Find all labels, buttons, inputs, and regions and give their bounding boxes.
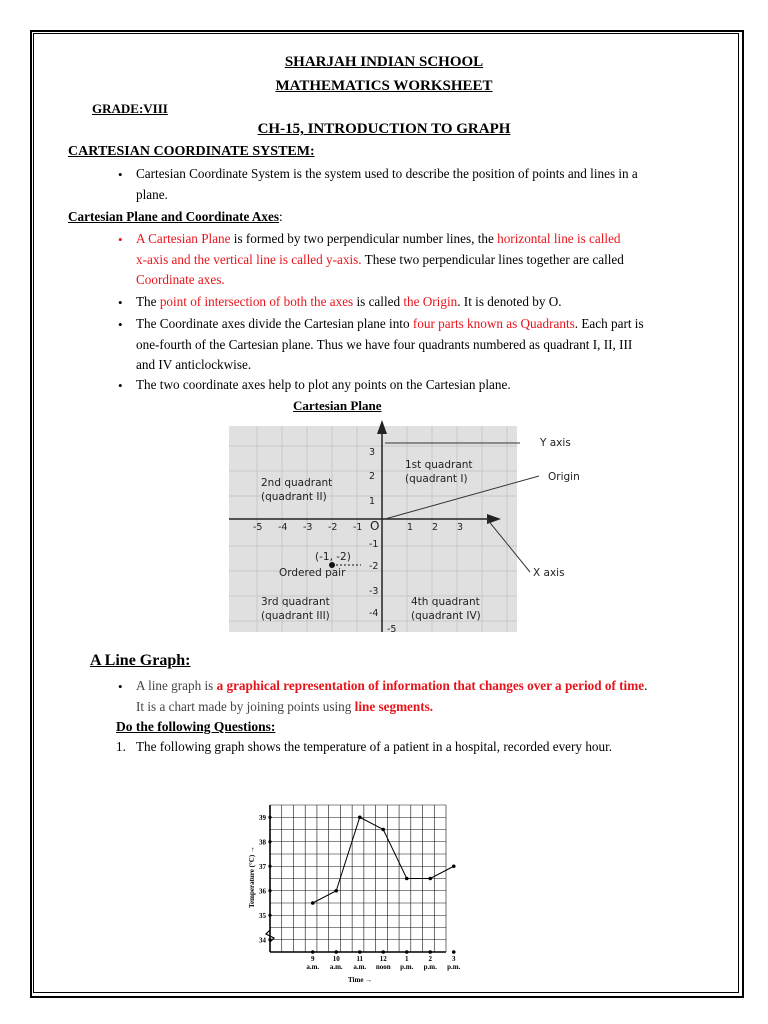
x-tick-label: -2 (328, 522, 338, 533)
y-tick-mark (268, 938, 271, 941)
chapter-title: CH-15, INTRODUCTION TO GRAPH (257, 121, 511, 137)
chart-x-ticks (306, 950, 460, 971)
x-tick-mark (311, 950, 315, 954)
data-point (334, 889, 338, 893)
bullet-icon: • (118, 232, 123, 247)
x-tick-mark (452, 950, 456, 954)
ordered-pair-coords: (-1, -2) (315, 551, 351, 563)
q2-label: 2nd quadrant (261, 477, 333, 489)
chart-x-axis-label: Time → (348, 976, 373, 984)
y-tick-mark (268, 816, 271, 819)
origin-letter: O (370, 519, 380, 533)
x-tick-label: 2 (428, 955, 432, 963)
x-tick-sublabel: a.m. (329, 963, 343, 971)
x-tick-label: 10 (332, 955, 340, 963)
q3-sub-label: (quadrant III) (261, 610, 330, 622)
section-heading-cartesian-system: CARTESIAN COORDINATE SYSTEM: (68, 144, 315, 159)
ordered-pair-caption: Ordered pair (279, 567, 346, 579)
paragraph: The point of intersection of both the axes is called the Origin. It is denoted by O. (136, 294, 562, 309)
x-tick-label: 12 (379, 955, 387, 963)
x-tick-label: 11 (356, 955, 364, 963)
y-tick-label: 38 (259, 838, 266, 847)
x-tick-label: 2 (432, 522, 439, 533)
x-tick-sublabel: p.m. (423, 963, 437, 971)
x-tick-label: 1 (405, 955, 409, 963)
data-point (405, 877, 409, 881)
y-tick-label: 36 (259, 887, 266, 896)
paragraph: A Cartesian Plane is formed by two perpendicular number lines, the horizontal line is called x-axis and the vertical line is called y-axis. These two perpendicular lines together are called Coordinate axes. (136, 231, 624, 287)
bullet-icon: • (118, 317, 123, 332)
cartesian-plane-diagram (225, 418, 595, 636)
question-number: 1. (116, 739, 126, 754)
questions-heading: Do the following Questions: (116, 719, 276, 734)
y-tick-mark (268, 889, 271, 892)
paragraph: Cartesian Coordinate System is the system used to describe the position of points and lines in a plane. (136, 166, 638, 202)
q1-label: 1st quadrant (405, 459, 473, 471)
x-tick-mark (428, 950, 432, 954)
q3-label: 3rd quadrant (261, 596, 330, 608)
y-tick-label: -3 (369, 586, 379, 597)
school-name: SHARJAH INDIAN SCHOOL (284, 54, 484, 70)
y-tick-label: 37 (259, 862, 266, 871)
figure-caption: Cartesian Plane (293, 398, 382, 413)
x-tick-label: -1 (353, 522, 363, 533)
x-tick-mark (381, 950, 385, 954)
bullet-icon: • (118, 679, 123, 694)
data-point (381, 828, 385, 832)
x-tick-mark (358, 950, 362, 954)
x-tick-label: -4 (278, 522, 288, 533)
q4-sub-label: (quadrant IV) (411, 610, 481, 622)
x-axis-label: X axis (533, 567, 565, 579)
section-heading-plane: Cartesian Plane and Coordinate Axes: (68, 209, 283, 224)
data-point (358, 815, 362, 819)
x-tick-label: 3 (452, 955, 456, 963)
question-text: The following graph shows the temperature of a patient in a hospital, recorded every hour. (136, 739, 613, 754)
bullet-icon: • (118, 378, 123, 393)
y-tick-mark (268, 840, 271, 843)
worksheet-title: MATHEMATICS WORKSHEET (275, 78, 493, 94)
y-tick-label: -4 (369, 608, 379, 619)
y-tick-label: 35 (259, 911, 266, 920)
origin-label: Origin (548, 471, 580, 483)
section-heading-line-graph: A Line Graph: (90, 652, 191, 669)
y-tick-label: -5 (387, 624, 397, 635)
paragraph: The Coordinate axes divide the Cartesian plane into four parts known as Quadrants. Each part is one-fourth of the Cartesian plane. Thus we have four quadrants numbered as quadrant I, II, III and IV anticlockwise. (136, 316, 644, 372)
x-tick-label: -3 (303, 522, 313, 533)
bullet-icon: • (118, 167, 123, 182)
x-tick-sublabel: a.m. (306, 963, 320, 971)
x-tick-mark (334, 950, 338, 954)
y-tick-label: -1 (369, 539, 379, 550)
x-tick-label: 3 (457, 522, 464, 533)
q2-sub-label: (quadrant II) (261, 491, 327, 503)
bullet-icon: • (118, 295, 123, 310)
data-point (428, 877, 432, 881)
data-point (311, 901, 315, 905)
y-tick-label: 3 (369, 447, 376, 458)
paragraph: A line graph is a graphical representation of information that changes over a period of time. It is a chart made by joining points using line segments. (136, 678, 648, 714)
x-tick-labels (253, 522, 463, 533)
x-tick-sublabel: a.m. (353, 963, 367, 971)
y-tick-mark (268, 865, 271, 868)
chart-y-axis-label: Temperature (°C) → (248, 846, 256, 908)
q1-sub-label: (quadrant I) (405, 473, 468, 485)
x-tick-label: 9 (311, 955, 315, 963)
x-tick-sublabel: p.m. (447, 963, 460, 971)
x-tick-mark (405, 950, 409, 954)
x-tick-label: 1 (407, 522, 414, 533)
y-tick-label: 34 (259, 936, 266, 945)
paragraph: The two coordinate axes help to plot any points on the Cartesian plane. (136, 377, 511, 392)
x-tick-sublabel: p.m. (400, 963, 414, 971)
temperature-chart (240, 790, 460, 990)
x-tick-label: -5 (253, 522, 263, 533)
x-tick-sublabel: noon (375, 963, 391, 971)
q4-label: 4th quadrant (411, 596, 480, 608)
y-tick-label: 39 (259, 813, 266, 822)
y-tick-label: -2 (369, 561, 379, 572)
data-point (452, 864, 456, 868)
y-tick-label: 2 (369, 471, 376, 482)
temperature-series-points (311, 815, 456, 904)
y-tick-label: 1 (369, 496, 376, 507)
grade-label: GRADE:VIII (92, 101, 168, 116)
y-axis-label: Y axis (540, 437, 571, 449)
y-tick-mark (268, 914, 271, 917)
